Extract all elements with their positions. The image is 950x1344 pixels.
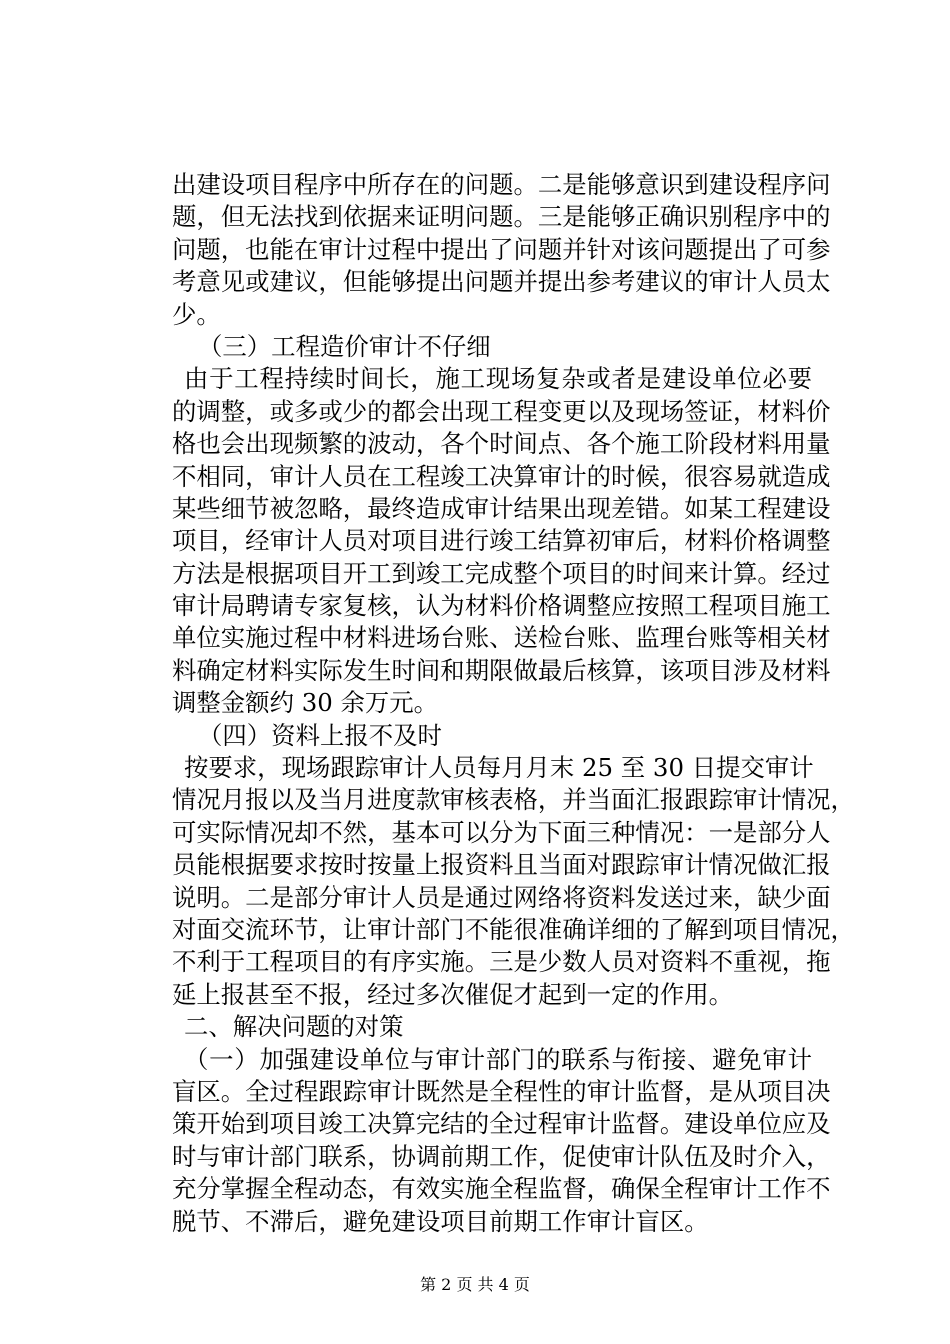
- text-line: （一）加强建设单位与审计部门的联系与衔接、避免审计: [184, 1044, 812, 1074]
- text-line: 审计局聘请专家复核，认为材料价格调整应按照工程项目施工: [172, 591, 831, 621]
- text-line: 调整金额约 30 余万元。: [172, 688, 439, 718]
- text-line: 对面交流环节，让审计部门不能很准确详细的了解到项目情况，: [172, 914, 855, 944]
- text-line: 问题，也能在审计过程中提出了问题并针对该问题提出了可参: [172, 234, 831, 264]
- text-line: 某些细节被忽略，最终造成审计结果出现差错。如某工程建设: [172, 493, 831, 523]
- text-line: 项目，经审计人员对项目进行竣工结算初审后，材料价格调整: [172, 526, 831, 556]
- text-line: 策开始到项目竣工决算完结的全过程审计监督。建设单位应及: [172, 1109, 831, 1139]
- page-footer: 第 2 页 共 4 页: [420, 1275, 530, 1294]
- text-line: 不相同，审计人员在工程竣工决算审计的时候，很容易就造成: [172, 461, 831, 491]
- text-line: 按要求，现场跟踪审计人员每月月末 25 至 30 日提交审计: [184, 753, 814, 783]
- text-line: 脱节、不滞后，避免建设项目前期工作审计盲区。: [172, 1206, 709, 1236]
- section-subheading: （三）工程造价审计不仔细: [198, 331, 491, 361]
- text-line: 单位实施过程中材料进场台账、送检台账、监理台账等相关材: [172, 623, 831, 653]
- text-line: 少。: [172, 299, 221, 329]
- text-line: 不利于工程项目的有序实施。三是少数人员对资料不重视，拖: [172, 947, 831, 977]
- section-subheading: （四）资料上报不及时: [198, 720, 442, 750]
- text-line: 盲区。全过程跟踪审计既然是全程性的审计监督，是从项目决: [172, 1076, 831, 1106]
- text-line: 情况月报以及当月进度款审核表格，并当面汇报跟踪审计情况，: [172, 785, 855, 815]
- section-heading: 二、解决问题的对策: [184, 1012, 404, 1042]
- text-line: 可实际情况却不然，基本可以分为下面三种情况：一是部分人: [172, 817, 831, 847]
- text-line: 题，但无法找到依据来证明问题。三是能够正确识别程序中的: [172, 202, 831, 232]
- text-line: 员能根据要求按时按量上报资料且当面对跟踪审计情况做汇报: [172, 850, 831, 880]
- text-line: 出建设项目程序中所存在的问题。二是能够意识到建设程序问: [172, 170, 831, 199]
- text-line: 考意见或建议，但能够提出问题并提出参考建议的审计人员太: [172, 267, 831, 297]
- text-line: 料确定材料实际发生时间和期限做最后核算，该项目涉及材料: [172, 655, 831, 685]
- text-line: 充分掌握全程动态，有效实施全程监督，确保全程审计工作不: [172, 1174, 831, 1204]
- text-line: 由于工程持续时间长，施工现场复杂或者是建设单位必要: [184, 364, 812, 394]
- document-body: [172, 169, 855, 1238]
- text-line: 格也会出现频繁的波动，各个时间点、各个施工阶段材料用量: [172, 429, 831, 459]
- text-line: 说明。二是部分审计人员是通过网络将资料发送过来，缺少面: [172, 882, 831, 912]
- text-line: 时与审计部门联系，协调前期工作，促使审计队伍及时介入，: [172, 1141, 831, 1171]
- text-line: 的调整，或多或少的都会出现工程变更以及现场签证，材料价: [172, 396, 831, 426]
- text-line: 延上报甚至不报，经过多次催促才起到一定的作用。: [172, 979, 733, 1009]
- text-line: 方法是根据项目开工到竣工完成整个项目的时间来计算。经过: [172, 558, 831, 588]
